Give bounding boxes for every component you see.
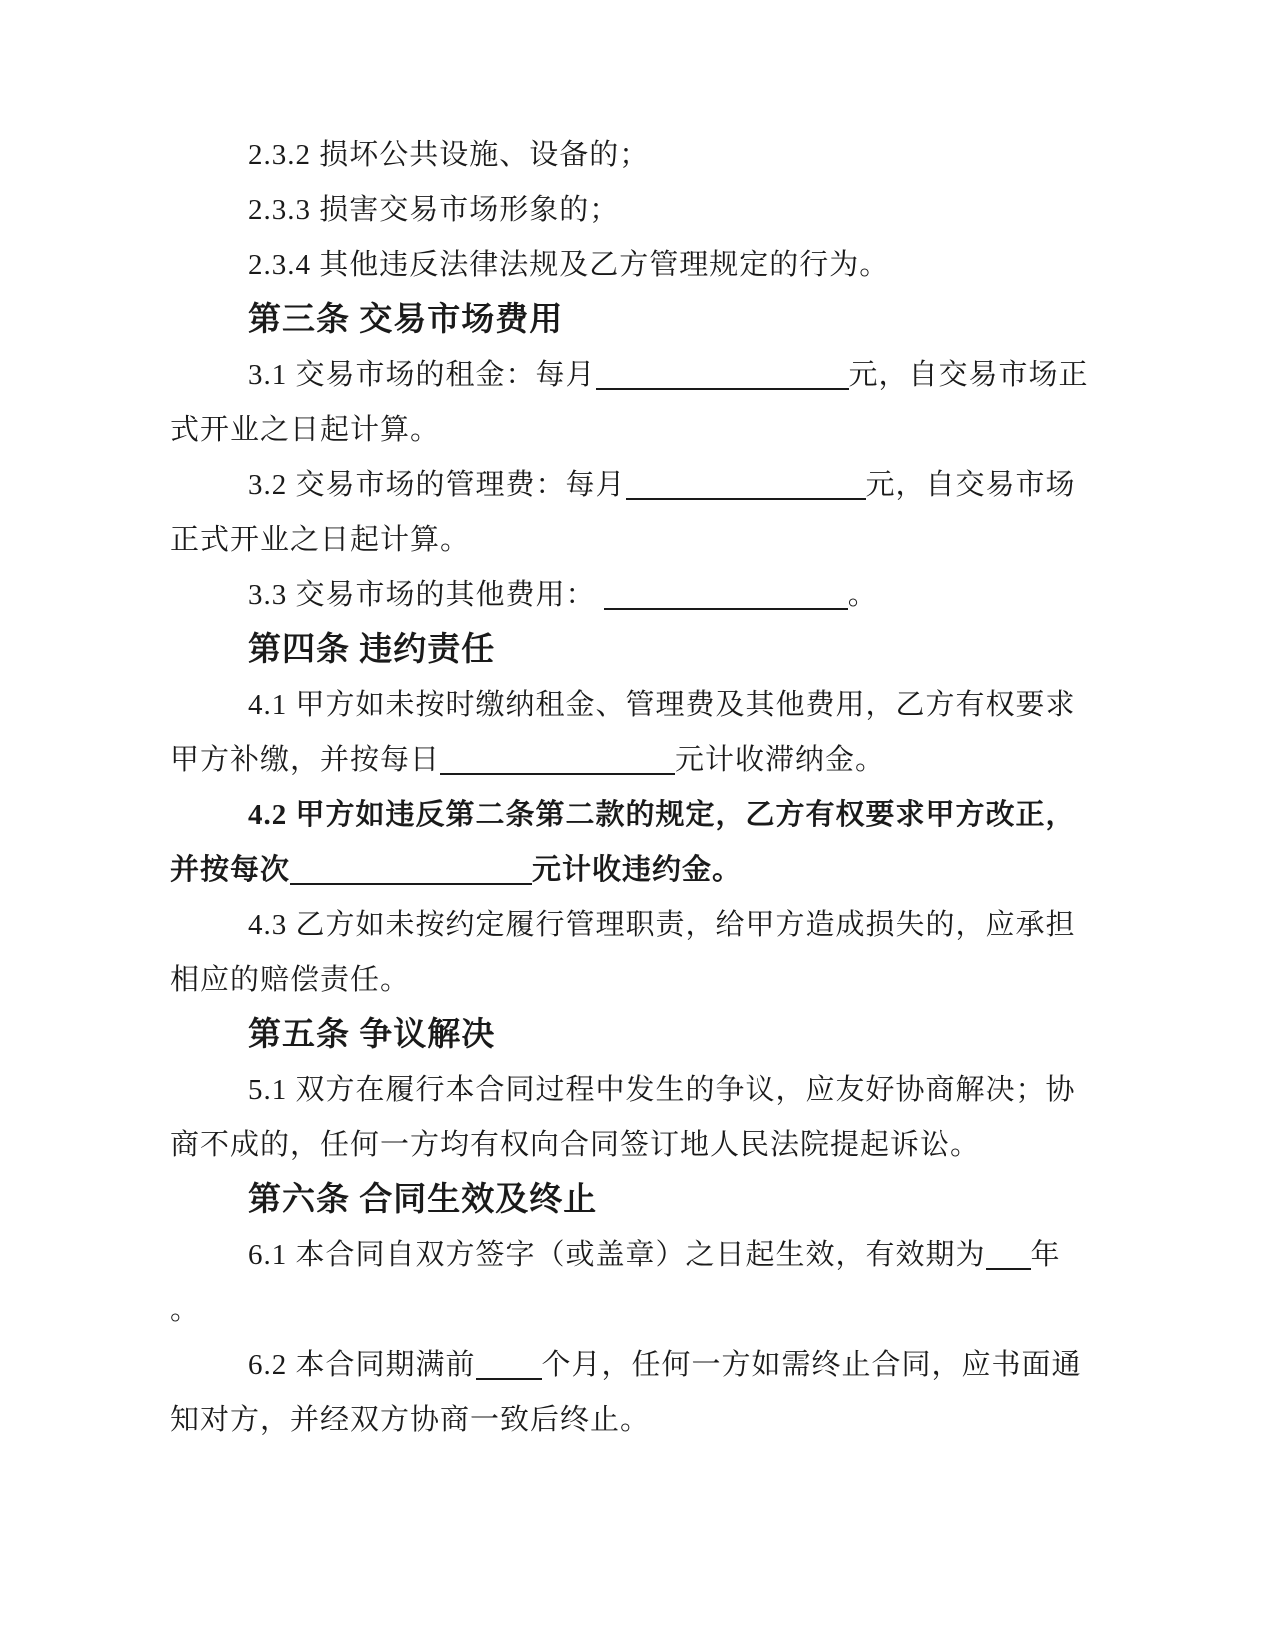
line-text: 第三条 交易市场费用 [248, 302, 564, 338]
line-text: 甲方补缴，并按每日 [170, 744, 441, 776]
document-line [170, 1063, 1085, 1118]
line-text: 。 [170, 1294, 201, 1326]
line-text: 2.3.3 损害交易市场形象的； [248, 194, 620, 226]
document-line [170, 953, 1085, 1008]
line-text: 2.3.4 其他违反法律法规及乙方管理规定的行为。 [248, 249, 890, 281]
line-text: 3.3 交易市场的其他费用： [248, 579, 604, 611]
document-line [170, 403, 1085, 458]
line-text: 4.2 甲方如违反第二条第二款的规定，乙方有权要求甲方改正， [248, 799, 1076, 831]
line-text: 元计收滞纳金。 [675, 744, 886, 776]
document-line [170, 348, 1089, 403]
line-text: 第六条 合同生效及终止 [248, 1182, 598, 1218]
line-text: 2.3.2 损坏公共设施、设备的； [248, 139, 650, 171]
document-line [170, 1338, 1085, 1393]
document-line [170, 788, 1085, 843]
line-text: 3.2 交易市场的管理费：每月 [248, 469, 626, 501]
line-text: 个月，任何一方如需终止合同，应书面通 [541, 1349, 1082, 1381]
contract-body [170, 128, 1089, 1448]
line-text: 4.3 乙方如未按约定履行管理职责，给甲方造成损失的，应承担 [248, 909, 1076, 941]
blank-underline-field [290, 879, 532, 885]
document-line [170, 1393, 1085, 1448]
document-line [170, 1283, 1085, 1338]
line-text: 正式开业之日起计算。 [170, 524, 471, 556]
line-text: 4.1 甲方如未按时缴纳租金、管理费及其他费用，乙方有权要求 [248, 689, 1076, 721]
line-text: 元，自交易市场正 [848, 359, 1089, 391]
line-text: 第五条 争议解决 [248, 1017, 496, 1053]
clause-heading-line [170, 293, 1085, 348]
line-text: 元，自交易市场 [865, 469, 1076, 501]
document-line [170, 568, 1085, 623]
line-text: 相应的赔偿责任。 [170, 964, 411, 996]
blank-underline-field [440, 769, 675, 775]
line-text: 6.2 本合同期满前 [248, 1349, 476, 1381]
document-line [170, 1118, 1085, 1173]
document-line [170, 678, 1085, 733]
line-text: 商不成的，任何一方均有权向合同签订地人民法院提起诉讼。 [170, 1129, 981, 1161]
line-text: 。 [847, 579, 878, 611]
document-line [170, 733, 1085, 788]
line-text: 年 [1030, 1239, 1061, 1271]
blank-underline-field [626, 494, 866, 500]
document-line [170, 843, 1085, 898]
clause-heading-line [170, 623, 1085, 678]
clause-heading-line [170, 1173, 1085, 1228]
line-text: 6.1 本合同自双方签字（或盖章）之日起生效，有效期为 [248, 1239, 986, 1271]
line-text: 5.1 双方在履行本合同过程中发生的争议，应友好协商解决；协 [248, 1074, 1076, 1106]
blank-underline-field [476, 1374, 542, 1380]
document-line [170, 1228, 1085, 1283]
blank-underline-field [596, 384, 849, 390]
document-line [170, 128, 1085, 183]
document-line [170, 238, 1085, 293]
line-text: 3.1 交易市场的租金：每月 [248, 359, 596, 391]
line-text: 知对方，并经双方协商一致后终止。 [170, 1404, 651, 1436]
clause-heading-line [170, 1008, 1085, 1063]
document-line [170, 898, 1085, 953]
line-text: 第四条 违约责任 [248, 632, 496, 668]
line-text: 式开业之日起计算。 [170, 414, 441, 446]
document-line [170, 183, 1085, 238]
document-line [170, 458, 1085, 513]
document-line [170, 513, 1085, 568]
blank-underline-field [604, 604, 848, 610]
line-text: 并按每次 [170, 854, 291, 886]
blank-underline-field [986, 1264, 1031, 1270]
line-text: 元计收违约金。 [532, 854, 743, 886]
